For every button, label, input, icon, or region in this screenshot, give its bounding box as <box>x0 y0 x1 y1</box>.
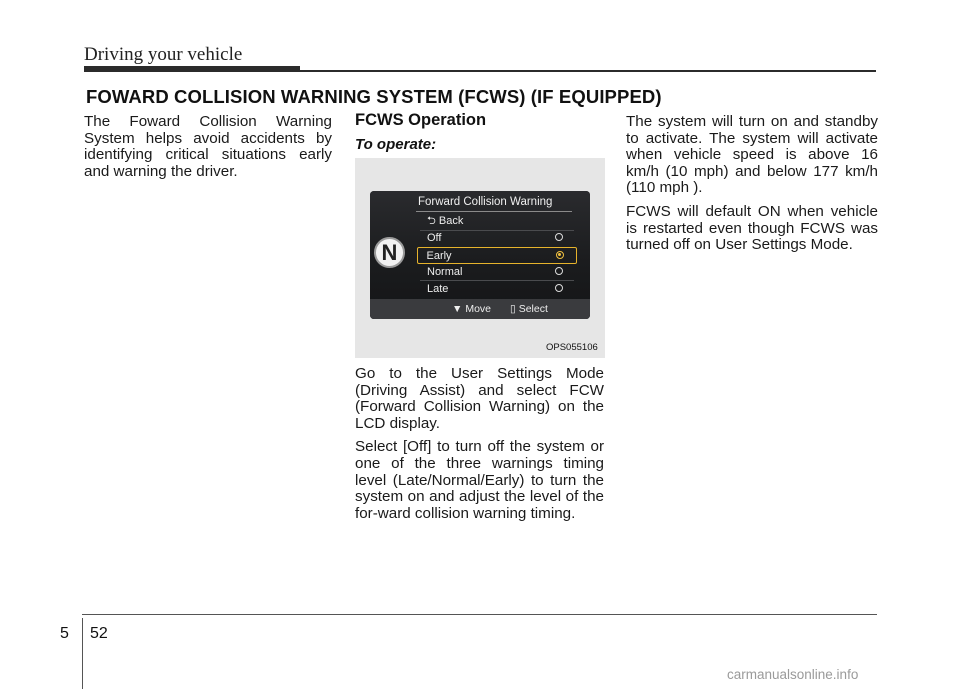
page-number: 52 <box>90 625 108 642</box>
lcd-back-row <box>417 213 577 229</box>
radio-icon <box>555 267 563 275</box>
wheel-button-icon: ▯ <box>510 303 516 315</box>
back-arrow-icon: ⮌ <box>427 215 436 227</box>
lcd-title: Forward Collision Warning <box>418 196 553 208</box>
lcd-title-divider <box>416 211 572 212</box>
radio-icon <box>555 233 563 241</box>
n-badge-icon: N <box>374 237 405 268</box>
fcws-operation-heading: FCWS Operation <box>355 111 487 129</box>
radio-selected-icon <box>556 251 564 259</box>
option-label: Normal <box>427 266 463 278</box>
radio-icon <box>555 284 563 292</box>
paragraph: FCWS will default ON when vehicle is restarted even though FCWS was turned off on User Settings Mode. <box>626 202 878 254</box>
header-rule <box>84 70 876 72</box>
section-title: Driving your vehicle <box>84 44 243 65</box>
lcd-display <box>370 191 590 319</box>
footer-rule <box>82 614 877 615</box>
move-label: Move <box>465 303 492 315</box>
to-operate-subheading: To operate: <box>355 136 437 153</box>
option-label: Early <box>426 249 452 262</box>
lcd-option-late <box>417 281 577 297</box>
option-label: Late <box>427 283 449 295</box>
footer-vertical-rule <box>82 618 83 689</box>
move-hint <box>452 303 491 315</box>
lcd-option-normal <box>417 264 577 280</box>
lcd-option-off <box>417 230 577 246</box>
lcd-option-early-selected <box>417 247 577 264</box>
select-hint <box>510 303 548 315</box>
chapter-number: 5 <box>60 625 69 642</box>
back-label-group <box>427 213 463 229</box>
paragraph: The system will turn on and standby to activate. The system will activate when vehicle speed is above 16 km/h (10 mph) and below 177 km/h (110 mph ). <box>626 113 878 197</box>
down-triangle-icon: ▼ <box>452 303 463 315</box>
figure-code: OPS055106 <box>546 342 598 353</box>
watermark: carmanualsonline.info <box>727 667 859 682</box>
main-heading: FOWARD COLLISION WARNING SYSTEM (FCWS) (IF EQUIPPED) <box>86 86 662 107</box>
paragraph: Go to the User Settings Mode (Driving Assist) and select FCW (Forward Collision Warning) on the LCD display. <box>355 365 604 432</box>
back-label: Back <box>438 215 464 227</box>
column-2-text <box>355 366 604 529</box>
column-3 <box>626 114 878 261</box>
paragraph: Select [Off] to turn off the system or one of the three warnings timing level (Late/Normal/Early) to turn the system on and adjust the level of the for-ward collision warning timing. <box>355 438 604 522</box>
select-label: Select <box>518 303 548 315</box>
column-1 <box>84 114 332 187</box>
intro-paragraph: The Foward Collision Warning System helps avoid accidents by identifying critical situations early and warning the driver. <box>84 113 332 180</box>
option-label: Off <box>427 232 442 244</box>
